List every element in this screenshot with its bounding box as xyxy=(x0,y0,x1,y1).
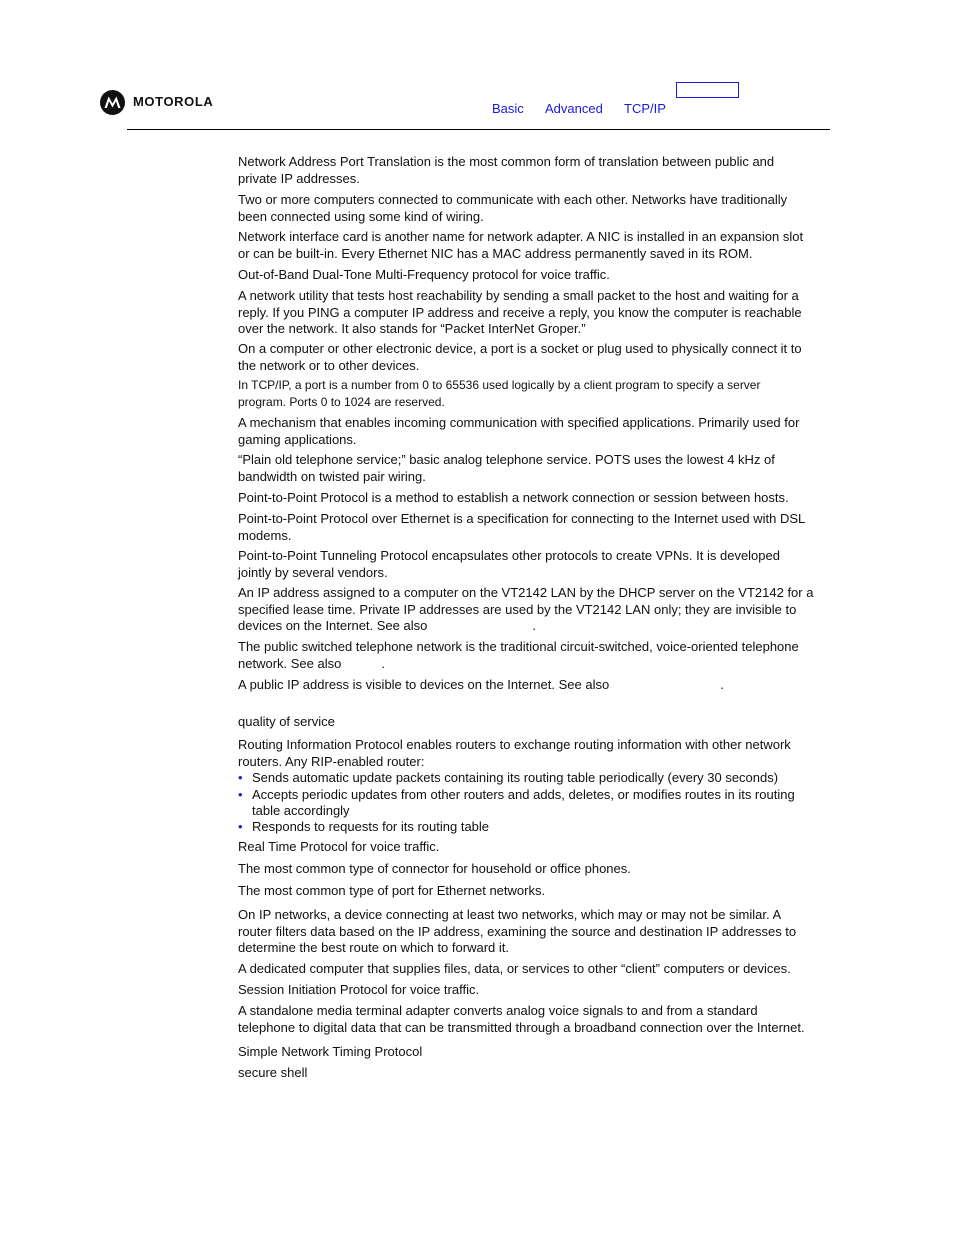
definition-sntp: Simple Network Timing Protocol xyxy=(238,1044,423,1059)
bullet-icon: • xyxy=(238,819,243,834)
definition-server: A dedicated computer that supplies files, data, or services to other “client” computers or devices. xyxy=(238,961,791,976)
header-divider xyxy=(127,129,830,130)
nav-link-current-section[interactable] xyxy=(676,82,739,98)
nav-link-basic[interactable]: Basic xyxy=(492,101,524,116)
definition-port-forwarding: A mechanism that enables incoming communication with specified applications. Primarily used for gaming applications. xyxy=(238,415,800,447)
definition-ppp: Point-to-Point Protocol is a method to establish a network connection or session between hosts. xyxy=(238,490,789,505)
bullet-icon: • xyxy=(238,787,243,802)
definition-public-ip: A public IP address is visible to devices on the Internet. See also . xyxy=(238,677,724,692)
definition-rj11: The most common type of connector for household or office phones. xyxy=(238,861,631,876)
definition-nic: Network interface card is another name for network adapter. A NIC is installed in an expansion slot or can be built-in. Every Ethernet NIC has a MAC address permanently saved in its ROM. xyxy=(238,229,804,261)
definition-pots: “Plain old telephone service;” basic analog telephone service. POTS uses the lowest 4 kHz of bandwidth on twisted pair wiring. xyxy=(238,452,775,484)
definition-sip: Session Initiation Protocol for voice traffic. xyxy=(238,982,480,997)
definition-ssh: secure shell xyxy=(238,1065,308,1080)
definition-rj45: The most common type of port for Ethernet networks. xyxy=(238,883,546,898)
definition-mta: A standalone media terminal adapter converts analog voice signals to and from a standard telephone to digital data that can be transmitted through a broadband connection over the Internet. xyxy=(238,1003,805,1035)
definition-private-ip: An IP address assigned to a computer on the VT2142 LAN by the DHCP server on the VT2142 for a specified lease time. Private IP addresses are used by the VT2142 LAN only; they are invisible to devices on the Internet. See also . xyxy=(238,585,814,633)
definition-pptp: Point-to-Point Tunneling Protocol encapsulates other protocols to create VPNs. It is developed jointly by several vendors. xyxy=(238,548,780,580)
definition-napt: Network Address Port Translation is the most common form of translation between public and private IP addresses. xyxy=(238,154,775,186)
definition-pstn: The public switched telephone network is the traditional circuit-switched, voice-oriented telephone network. See also . xyxy=(238,639,799,671)
definition-oob-dtmf: Out-of-Band Dual-Tone Multi-Frequency protocol for voice traffic. xyxy=(238,267,610,282)
definition-qos: quality of service xyxy=(238,714,335,729)
nav-link-tcpip[interactable]: TCP/IP xyxy=(624,101,666,116)
definition-network: Two or more computers connected to communicate with each other. Networks have traditionally been connected using some kind of wiring. xyxy=(238,192,788,224)
definition-port-physical: On a computer or other electronic device, a port is a socket or plug used to physically connect it to the network or to other devices. xyxy=(238,341,802,373)
definition-pppoe: Point-to-Point Protocol over Ethernet is a specification for connecting to the Internet used with DSL modems. xyxy=(238,511,806,543)
definition-rip: Routing Information Protocol enables routers to exchange routing information with other network routers. Any RIP-enabled router: xyxy=(238,737,791,769)
bullet-icon: • xyxy=(238,770,243,785)
nav-link-advanced[interactable]: Advanced xyxy=(545,101,603,116)
brand-wordmark: MOTOROLA xyxy=(133,94,214,109)
definition-ping: A network utility that tests host reachability by sending a small packet to the host and waiting for a reply. If you PING a computer IP address and receive a reply, you know the computer is reachable over the network. It also stands for “Packet InterNet Groper.” xyxy=(238,288,802,336)
motorola-logo-icon xyxy=(100,90,125,115)
definition-router: On IP networks, a device connecting at least two networks, which may or may not be similar. A router filters data based on the IP address, examining the source and destination IP addresses to determine the best route on which to forward it. xyxy=(238,907,797,955)
page-header xyxy=(0,0,954,130)
definition-rtp: Real Time Protocol for voice traffic. xyxy=(238,839,440,854)
definition-port-tcpip: In TCP/IP, a port is a number from 0 to 65536 used logically by a client program to specify a server program. Ports 0 to 1024 are reserved. xyxy=(238,378,761,409)
